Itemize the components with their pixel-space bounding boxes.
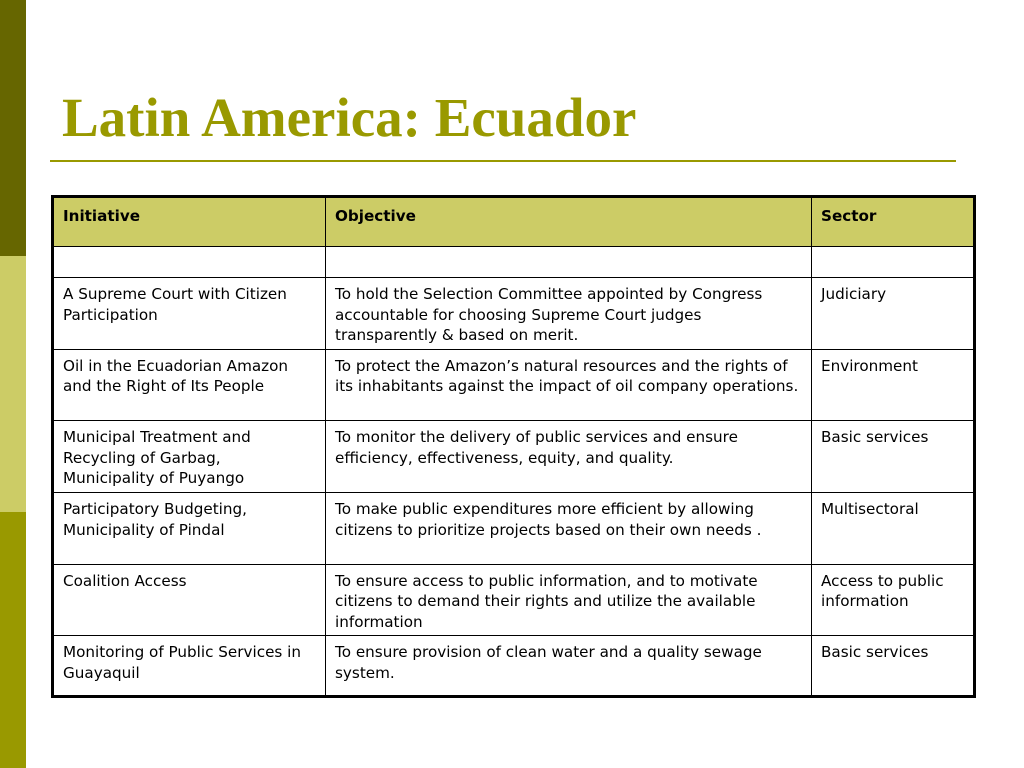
- table-row: [53, 636, 975, 697]
- table-row: [53, 564, 975, 636]
- table-row: [53, 349, 975, 421]
- sector-cell: Basic services: [812, 636, 975, 697]
- header-objective: Objective: [326, 197, 812, 247]
- objective-cell: To protect the Amazon’s natural resources and the rights of its inhabitants against the impact of oil company operations.: [326, 349, 812, 421]
- table-row: [53, 421, 975, 493]
- empty-row: [53, 247, 975, 278]
- initiatives-table: [51, 195, 976, 698]
- header-sector: Sector: [812, 197, 975, 247]
- initiative-cell: A Supreme Court with Citizen Participation: [53, 278, 326, 350]
- objective-cell: To monitor the delivery of public services and ensure efficiency, effectiveness, equity, and quality.: [326, 421, 812, 493]
- accent-bar-bottom: [0, 512, 26, 768]
- accent-bar-top: [0, 0, 26, 256]
- objective-cell: To hold the Selection Committee appointed by Congress accountable for choosing Supreme Court judges transparently & based on merit.: [326, 278, 812, 350]
- initiative-cell: Participatory Budgeting, Municipality of Pindal: [53, 493, 326, 565]
- sector-cell: Environment: [812, 349, 975, 421]
- empty-cell: [326, 247, 812, 278]
- sector-cell: Basic services: [812, 421, 975, 493]
- slide-title: Latin America: Ecuador: [62, 87, 637, 148]
- empty-cell: [53, 247, 326, 278]
- sector-cell: Multisectoral: [812, 493, 975, 565]
- table-header-row: [53, 197, 975, 247]
- table-row: [53, 493, 975, 565]
- initiative-cell: Coalition Access: [53, 564, 326, 636]
- empty-cell: [812, 247, 975, 278]
- objective-cell: To ensure provision of clean water and a quality sewage system.: [326, 636, 812, 697]
- title-underline: [50, 160, 956, 162]
- objective-cell: To make public expenditures more efficient by allowing citizens to prioritize projects based on their own needs .: [326, 493, 812, 565]
- accent-bar-middle: [0, 256, 26, 512]
- header-initiative: Initiative: [53, 197, 326, 247]
- sector-cell: Access to public information: [812, 564, 975, 636]
- table-row: [53, 278, 975, 350]
- initiative-cell: Municipal Treatment and Recycling of Garbag, Municipality of Puyango: [53, 421, 326, 493]
- initiative-cell: Oil in the Ecuadorian Amazon and the Right of Its People: [53, 349, 326, 421]
- initiative-cell: Monitoring of Public Services in Guayaquil: [53, 636, 326, 697]
- objective-cell: To ensure access to public information, and to motivate citizens to demand their rights and utilize the available information: [326, 564, 812, 636]
- sector-cell: Judiciary: [812, 278, 975, 350]
